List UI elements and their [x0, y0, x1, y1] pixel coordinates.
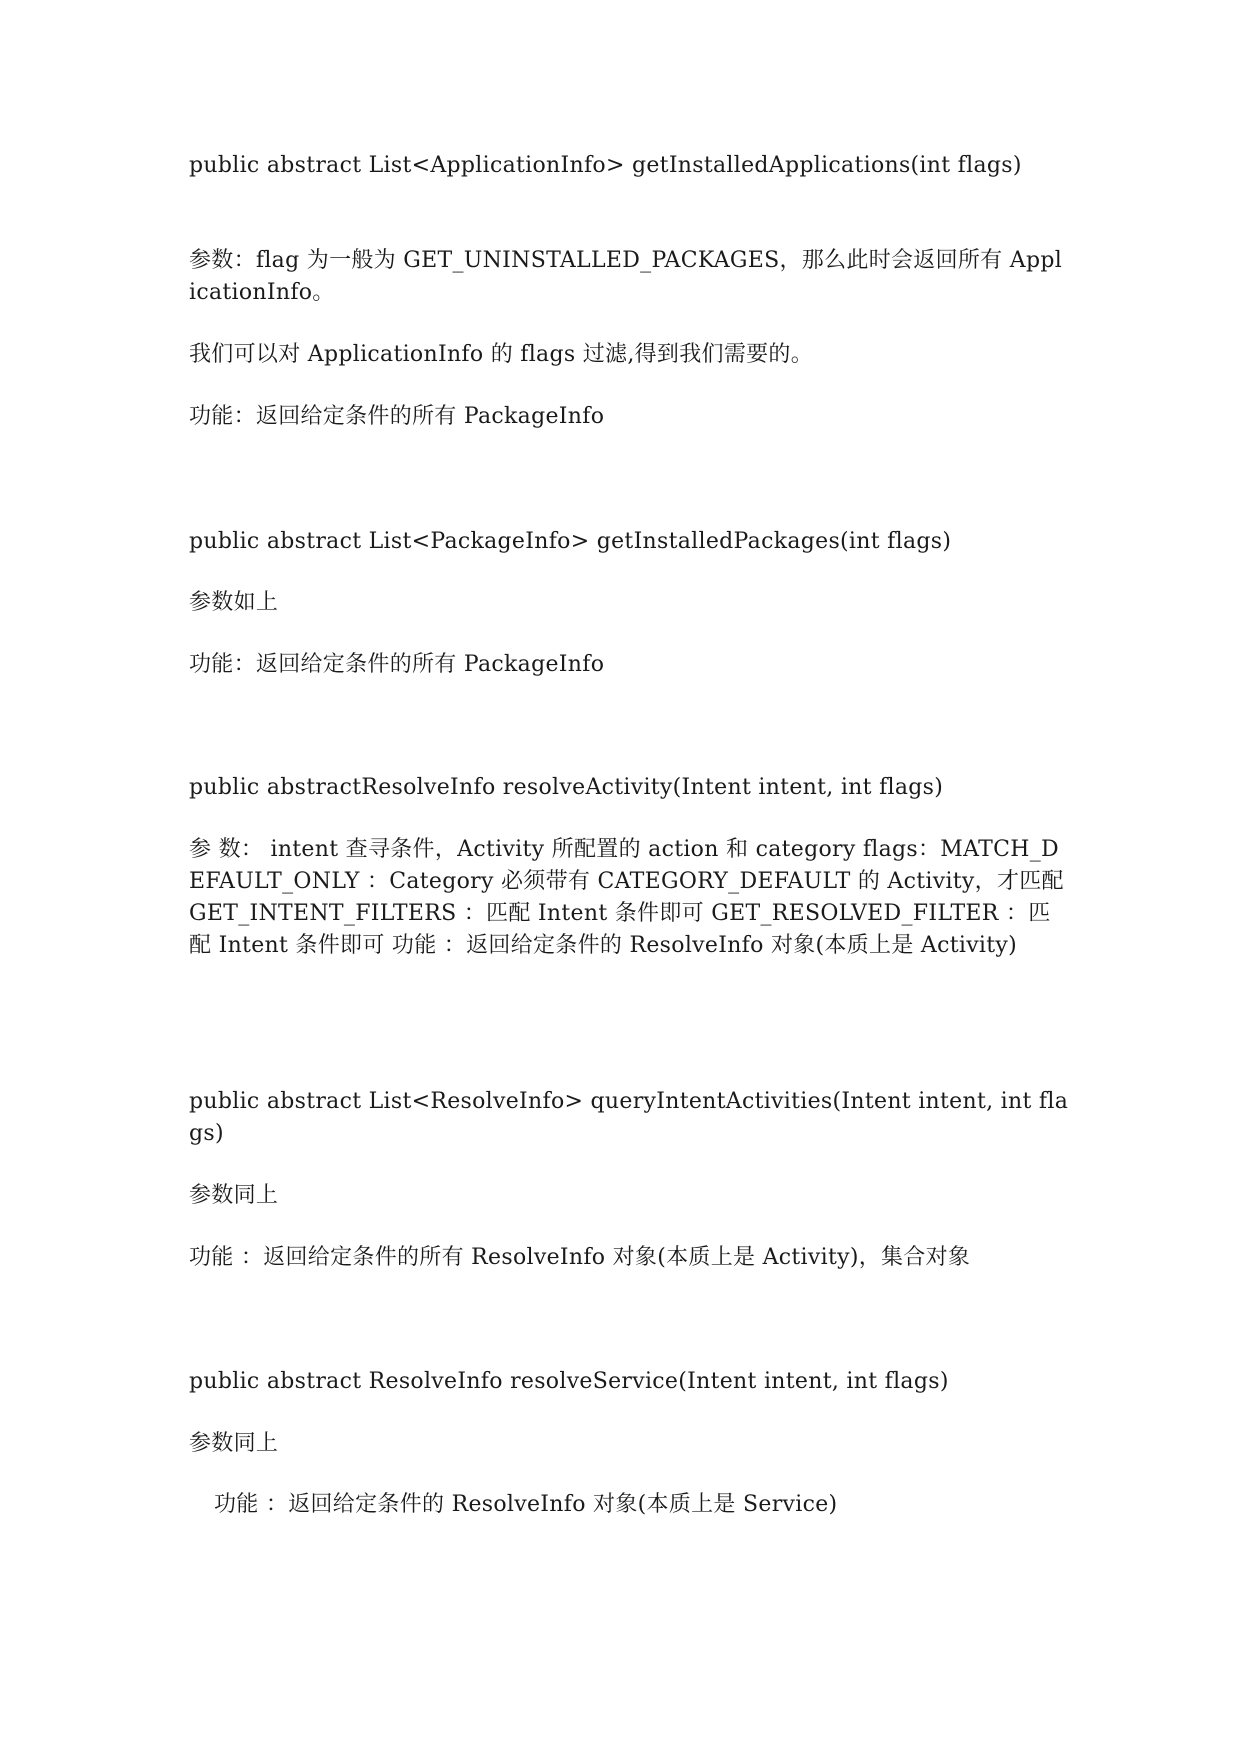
- function-description-2: 功能：返回给定条件的所有 PackageInfo: [189, 652, 605, 677]
- param-description-get-installed-applications: 参数：flag 为一般为 GET_UNINSTALLED_PACKAGES，那么此时会返回所有 ApplicationInfo。: [189, 248, 1063, 305]
- function-description-1: 功能：返回给定条件的所有 PackageInfo: [189, 404, 605, 429]
- param-description-get-installed-packages: 参数如上: [189, 590, 279, 615]
- param-description-resolve-activity: 参 数： intent 查寻条件，Activity 所配置的 action 和 category flags：MATCH_DEFAULT_ONLY ：Category 必须带有 CATEGORY_DEFAULT 的 Activity，才匹配 GET_INTENT_FILTERS ：匹配 Intent 条件即可 GET_RESOLVED_FILTER ：匹配 Intent 条件即可 功能 ：返回给定条件的 ResolveInfo 对象(本质上是 Activity): [189, 837, 1064, 958]
- param-description-resolve-service: 参数同上: [189, 1431, 279, 1456]
- function-description-query-intent-activities: 功能 ：返回给定条件的所有 ResolveInfo 对象(本质上是 Activity)，集合对象: [189, 1245, 971, 1270]
- function-description-resolve-service: 功能 ：返回给定条件的 ResolveInfo 对象(本质上是 Service): [214, 1492, 838, 1517]
- flags-filter-note: 我们可以对 ApplicationInfo 的 flags 过滤,得到我们需要的。: [189, 342, 814, 367]
- method-signature-resolve-service: public abstract ResolveInfo resolveService(Intent intent, int flags): [189, 1369, 949, 1394]
- method-signature-resolve-activity: public abstractResolveInfo resolveActivity(Intent intent, int flags): [189, 775, 944, 800]
- param-description-query-intent-activities: 参数同上: [189, 1183, 279, 1208]
- method-signature-get-installed-packages: public abstract List<PackageInfo> getInstalledPackages(int flags): [189, 529, 952, 554]
- method-signature-query-intent-activities: public abstract List<ResolveInfo> queryIntentActivities(Intent intent, int flags): [189, 1089, 1069, 1146]
- method-signature-get-installed-applications: public abstract List<ApplicationInfo> getInstalledApplications(int flags): [189, 153, 1022, 178]
